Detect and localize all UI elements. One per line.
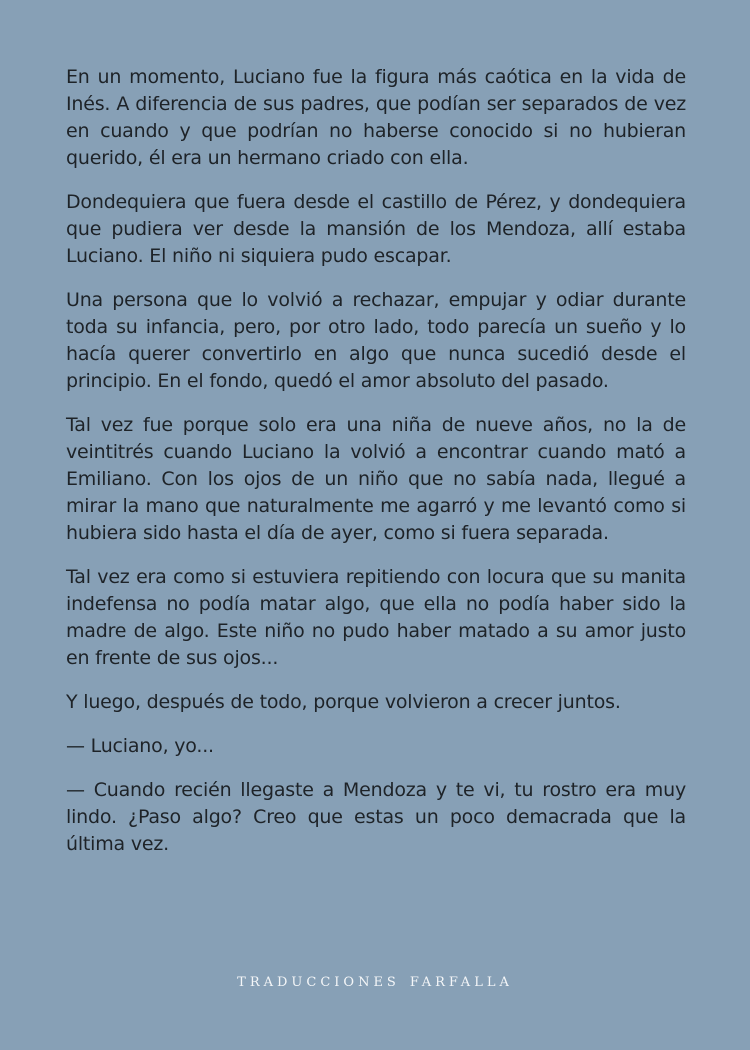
dialogue-line: — Luciano, yo... — [66, 735, 214, 757]
footer-watermark — [0, 975, 750, 990]
footer-word-farfalla: FARFALLA — [409, 975, 513, 990]
paragraph: Dondequiera que fuera desde el castillo de Pérez, y dondequiera que pudiera ver desde la mansión de los Mendoza, allí estaba Luciano. El niño ni siquiera pudo escapar. — [66, 191, 686, 267]
footer-word-traducciones: TRADUCCIONES — [237, 975, 400, 990]
story-text — [66, 64, 686, 875]
paragraph: Tal vez fue porque solo era una niña de nueve años, no la de veintitrés cuando Luciano la volvió a encontrar cuando mató a Emiliano. Con los ojos de un niño que no sabía nada, llegué a mirar la mano que naturalmente me agarró y me levantó como si hubiera sido hasta el día de ayer, como si fuera separada. — [66, 414, 686, 544]
paragraph: Una persona que lo volvió a rechazar, empujar y odiar durante toda su infancia, pero, por otro lado, todo parecía un sueño y lo hacía querer convertirlo en algo que nunca sucedió desde el principio. En el fondo, quedó el amor absoluto del pasado. — [66, 289, 686, 392]
dialogue-line: — Cuando recién llegaste a Mendoza y te vi, tu rostro era muy lindo. ¿Paso algo? Creo que estas un poco demacrada que la última vez. — [66, 779, 686, 855]
paragraph: En un momento, Luciano fue la figura más caótica en la vida de Inés. A diferencia de sus padres, que podían ser separados de vez en cuando y que podrían no haberse conocido si no hubieran querido, él era un hermano criado con ella. — [66, 66, 686, 169]
paragraph: Y luego, después de todo, porque volvieron a crecer juntos. — [66, 691, 621, 713]
paragraph: Tal vez era como si estuviera repitiendo con locura que su manita indefensa no podía matar algo, que ella no podía haber sido la madre de algo. Este niño no pudo haber matado a su amor justo en frente de sus ojos... — [66, 566, 686, 669]
